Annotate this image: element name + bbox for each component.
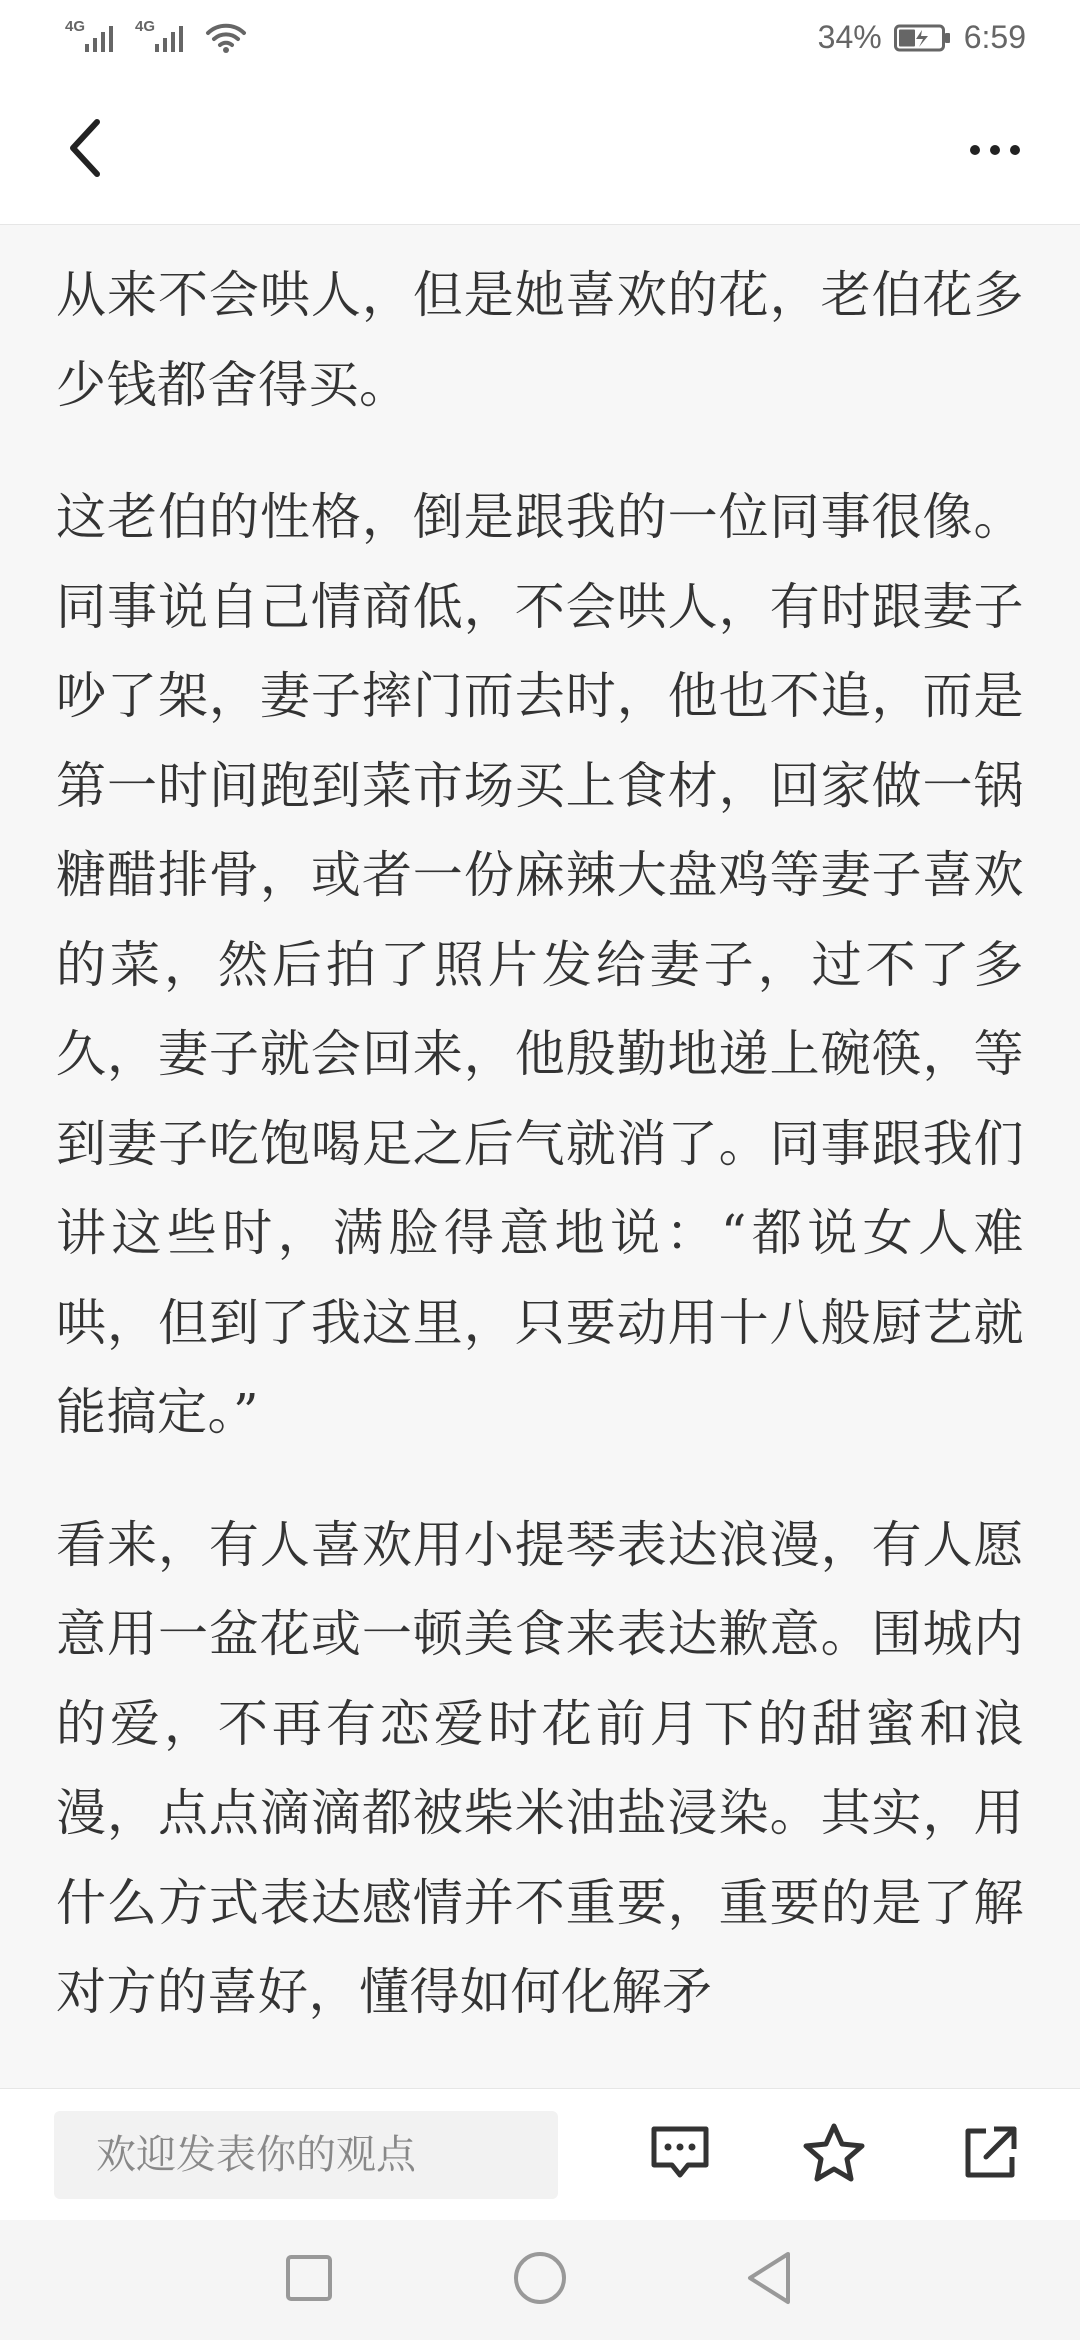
comment-button[interactable] — [636, 2111, 724, 2199]
battery-percent: 34% — [817, 19, 882, 55]
comment-icon — [648, 2123, 712, 2187]
article-paragraph: 这老伯的性格，倒是跟我的一位同事很像。同事说自己情商低，不会哄人，有时跟妻子吵了架，妻子摔门而去时，他也不追，而是第一时间跑到菜市场买上食材，回家做一锅糖醋排骨，或者一份麻辣大盘鸡等妻子喜欢的菜，然后拍了照片发给妻子，过不了多久，妻子就会回来，他殷勤地递上碗筷，等到妻子吃饱喝足之后气就消了。同事跟我们讲这些时，满脸得意地说：“都说女人难哄，但到了我这里，只要动用十八般厨艺就能搞定。” — [56, 488, 1024, 1441]
status-bar — [0, 0, 1080, 75]
status-left — [65, 18, 247, 58]
article-content[interactable] — [0, 225, 1080, 2088]
signal-2-label: 4G — [135, 17, 156, 35]
comment-input[interactable] — [54, 2111, 558, 2199]
status-right — [818, 19, 1026, 56]
system-nav-bar — [0, 2220, 1080, 2340]
chevron-left-icon — [65, 118, 105, 182]
article-paragraph: 看来，有人喜欢用小提琴表达浪漫，有人愿意用一盆花或一顿美食来表达歉意。围城内的爱，不再有恋爱时花前月下的甜蜜和浪漫，点点滴滴都被柴米油盐浸染。其实，用什么方式表达感情并不重要，重要的是了解对方的喜好，懂得如何化解矛 — [56, 1515, 1024, 2021]
signal-icon — [135, 18, 193, 58]
home-button[interactable] — [505, 2245, 575, 2315]
share-icon — [960, 2123, 1020, 2187]
wifi-icon — [205, 21, 247, 55]
article-paragraph: 从来不会哄人，但是她喜欢的花，老伯花多少钱都舍得买。 — [56, 266, 1024, 414]
bottom-action-bar — [0, 2088, 1080, 2220]
battery-charging-icon — [894, 23, 952, 53]
more-dot — [990, 145, 1000, 155]
back-triangle-icon — [744, 2250, 794, 2310]
clock-time: 6:59 — [963, 19, 1026, 55]
favorite-button[interactable] — [790, 2111, 878, 2199]
signal-1-label: 4G — [65, 17, 86, 35]
more-dots-icon — [970, 145, 980, 155]
star-icon — [801, 2121, 867, 2189]
recent-apps-button[interactable] — [274, 2245, 344, 2315]
nav-back-button[interactable] — [734, 2245, 804, 2315]
more-options-button[interactable] — [950, 115, 1040, 185]
more-dot — [1010, 145, 1020, 155]
home-icon — [512, 2250, 568, 2310]
share-button[interactable] — [946, 2111, 1034, 2199]
signal-icon — [65, 18, 123, 58]
top-app-bar — [0, 75, 1080, 225]
back-button[interactable] — [50, 115, 120, 185]
recent-apps-icon — [284, 2253, 334, 2307]
